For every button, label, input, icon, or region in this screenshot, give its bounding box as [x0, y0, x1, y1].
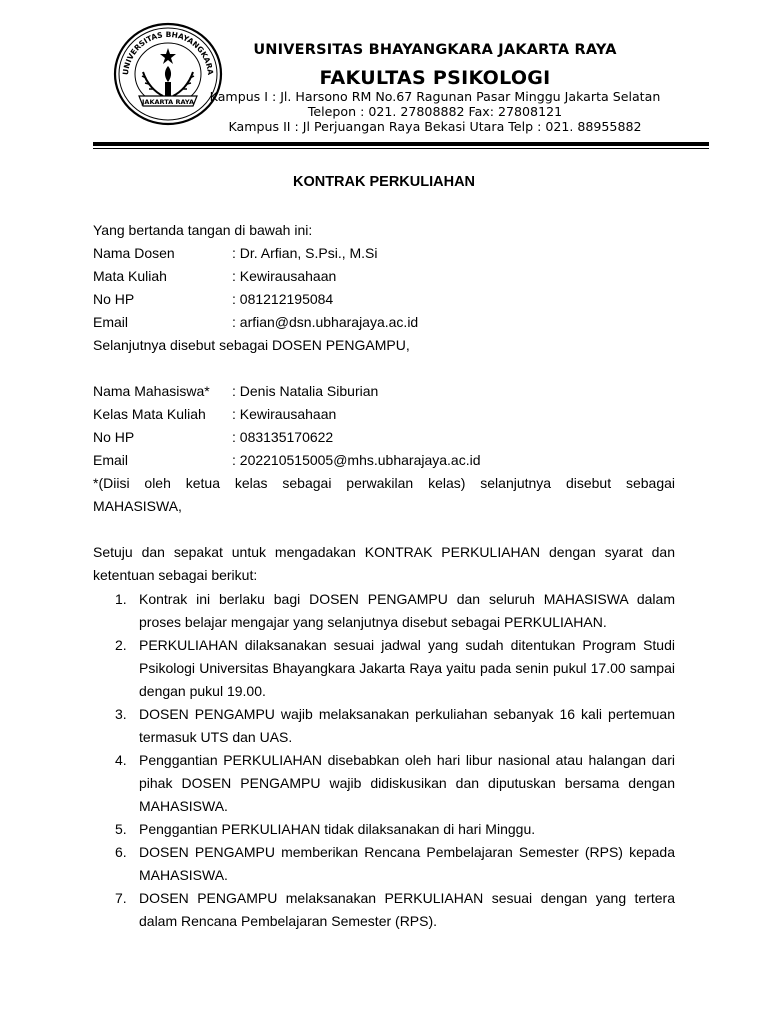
lecturer-name-row — [93, 242, 377, 265]
field-label: No HP — [93, 291, 135, 307]
agreement-line-2: ketentuan sebagai berikut: — [93, 567, 258, 583]
agreement-line-1: Setuju dan sepakat untuk mengadakan KONTRAK PERKULIAHAN dengan syarat dan — [93, 544, 675, 560]
list-item — [115, 703, 675, 749]
list-item — [115, 749, 675, 818]
list-number: 7. — [115, 890, 127, 906]
field-label: Kelas Mata Kuliah — [93, 406, 206, 422]
field-value: : Kewirausahaan — [232, 406, 337, 422]
university-name: UNIVERSITAS BHAYANGKARA JAKARTA RAYA — [253, 42, 617, 58]
field-value: : Kewirausahaan — [232, 268, 337, 284]
field-value: : 083135170622 — [232, 429, 334, 445]
lecturer-phone-row — [93, 288, 333, 311]
terms-list — [115, 588, 675, 933]
document-title: KONTRAK PERKULIAHAN — [292, 174, 476, 190]
lecturer-course-row — [93, 265, 336, 288]
list-number: 4. — [115, 752, 127, 768]
student-name-row — [93, 380, 378, 403]
list-number: 1. — [115, 591, 127, 607]
list-text: DOSEN PENGAMPU memberikan Rencana Pembelajaran Semester (RPS) kepada MAHASISWA. — [139, 844, 675, 883]
list-text: DOSEN PENGAMPU wajib melaksanakan perkuliahan sebanyak 16 kali pertemuan termasuk UTS dan UAS. — [139, 706, 675, 745]
field-label: Nama Mahasiswa* — [93, 383, 210, 399]
field-label: Mata Kuliah — [93, 268, 167, 284]
header-divider-thin — [93, 148, 709, 149]
list-text: PERKULIAHAN dilaksanakan sesuai jadwal yang sudah ditentukan Program Studi Psikologi Universitas Bhayangkara Jakarta Raya yaitu pada senin pukul 17.00 sampai dengan pukul 19.00. — [139, 637, 675, 699]
field-value: : Dr. Arfian, S.Psi., M.Si — [232, 245, 378, 261]
field-label: No HP — [93, 429, 135, 445]
field-value: : 202210515005@mhs.ubharajaya.ac.id — [232, 452, 481, 468]
field-label: Nama Dosen — [93, 245, 175, 261]
campus-1-address: Kampus I : Jl. Harsono RM No.67 Ragunan Pasar Minggu Jakarta Selatan — [209, 89, 661, 104]
list-number: 6. — [115, 844, 127, 860]
list-number: 2. — [115, 637, 127, 653]
student-note-line-2: MAHASISWA, — [93, 498, 182, 514]
header-divider-thick — [93, 142, 709, 146]
student-email-row — [93, 449, 481, 472]
list-text: Penggantian PERKULIAHAN disebabkan oleh hari libur nasional atau halangan dari pihak DOSEN PENGAMPU wajib didiskusikan dan diputuskan bersama dengan MAHASISWA. — [139, 752, 675, 814]
field-label: Email — [93, 452, 129, 468]
student-note-line-1: *(Diisi oleh ketua kelas sebagai perwakilan kelas) selanjutnya disebut sebagai — [93, 475, 675, 491]
intro-text: Yang bertanda tangan di bawah ini: — [93, 222, 313, 238]
faculty-name: FAKULTAS PSIKOLOGI — [319, 67, 551, 89]
list-number: 3. — [115, 706, 127, 722]
lecturer-closing: Selanjutnya disebut sebagai DOSEN PENGAMPU, — [93, 337, 410, 353]
list-item — [115, 818, 675, 841]
svg-text:JAKARTA RAYA: JAKARTA RAYA — [142, 98, 194, 106]
student-phone-row — [93, 426, 333, 449]
campus-2-address: Kampus II : Jl Perjuangan Raya Bekasi Utara Telp : 021. 88955882 — [228, 119, 642, 134]
list-number: 5. — [115, 821, 127, 837]
field-value: : 081212195084 — [232, 291, 334, 307]
student-class-row — [93, 403, 336, 426]
svg-text:UNIVERSITAS BHAYANGKARA: UNIVERSITAS BHAYANGKARA — [120, 29, 216, 76]
list-item — [115, 588, 675, 634]
list-item — [115, 841, 675, 887]
field-value: : Denis Natalia Siburian — [232, 383, 379, 399]
list-text: Kontrak ini berlaku bagi DOSEN PENGAMPU dan seluruh MAHASISWA dalam proses belajar mengajar yang selanjutnya disebut sebagai PERKULIAHAN. — [139, 591, 675, 630]
field-label: Email — [93, 314, 129, 330]
list-item — [115, 634, 675, 703]
list-text: Penggantian PERKULIAHAN tidak dilaksanakan di hari Minggu. — [139, 821, 536, 837]
list-item — [115, 887, 675, 933]
field-value: : arfian@dsn.ubharajaya.ac.id — [232, 314, 419, 330]
list-text: DOSEN PENGAMPU melaksanakan PERKULIAHAN sesuai dengan yang tertera dalam Rencana Pembelajaran Semester (RPS). — [139, 890, 675, 929]
lecturer-email-row — [93, 311, 418, 334]
phone-fax: Telepon : 021. 27808882 Fax: 27808121 — [307, 104, 563, 119]
